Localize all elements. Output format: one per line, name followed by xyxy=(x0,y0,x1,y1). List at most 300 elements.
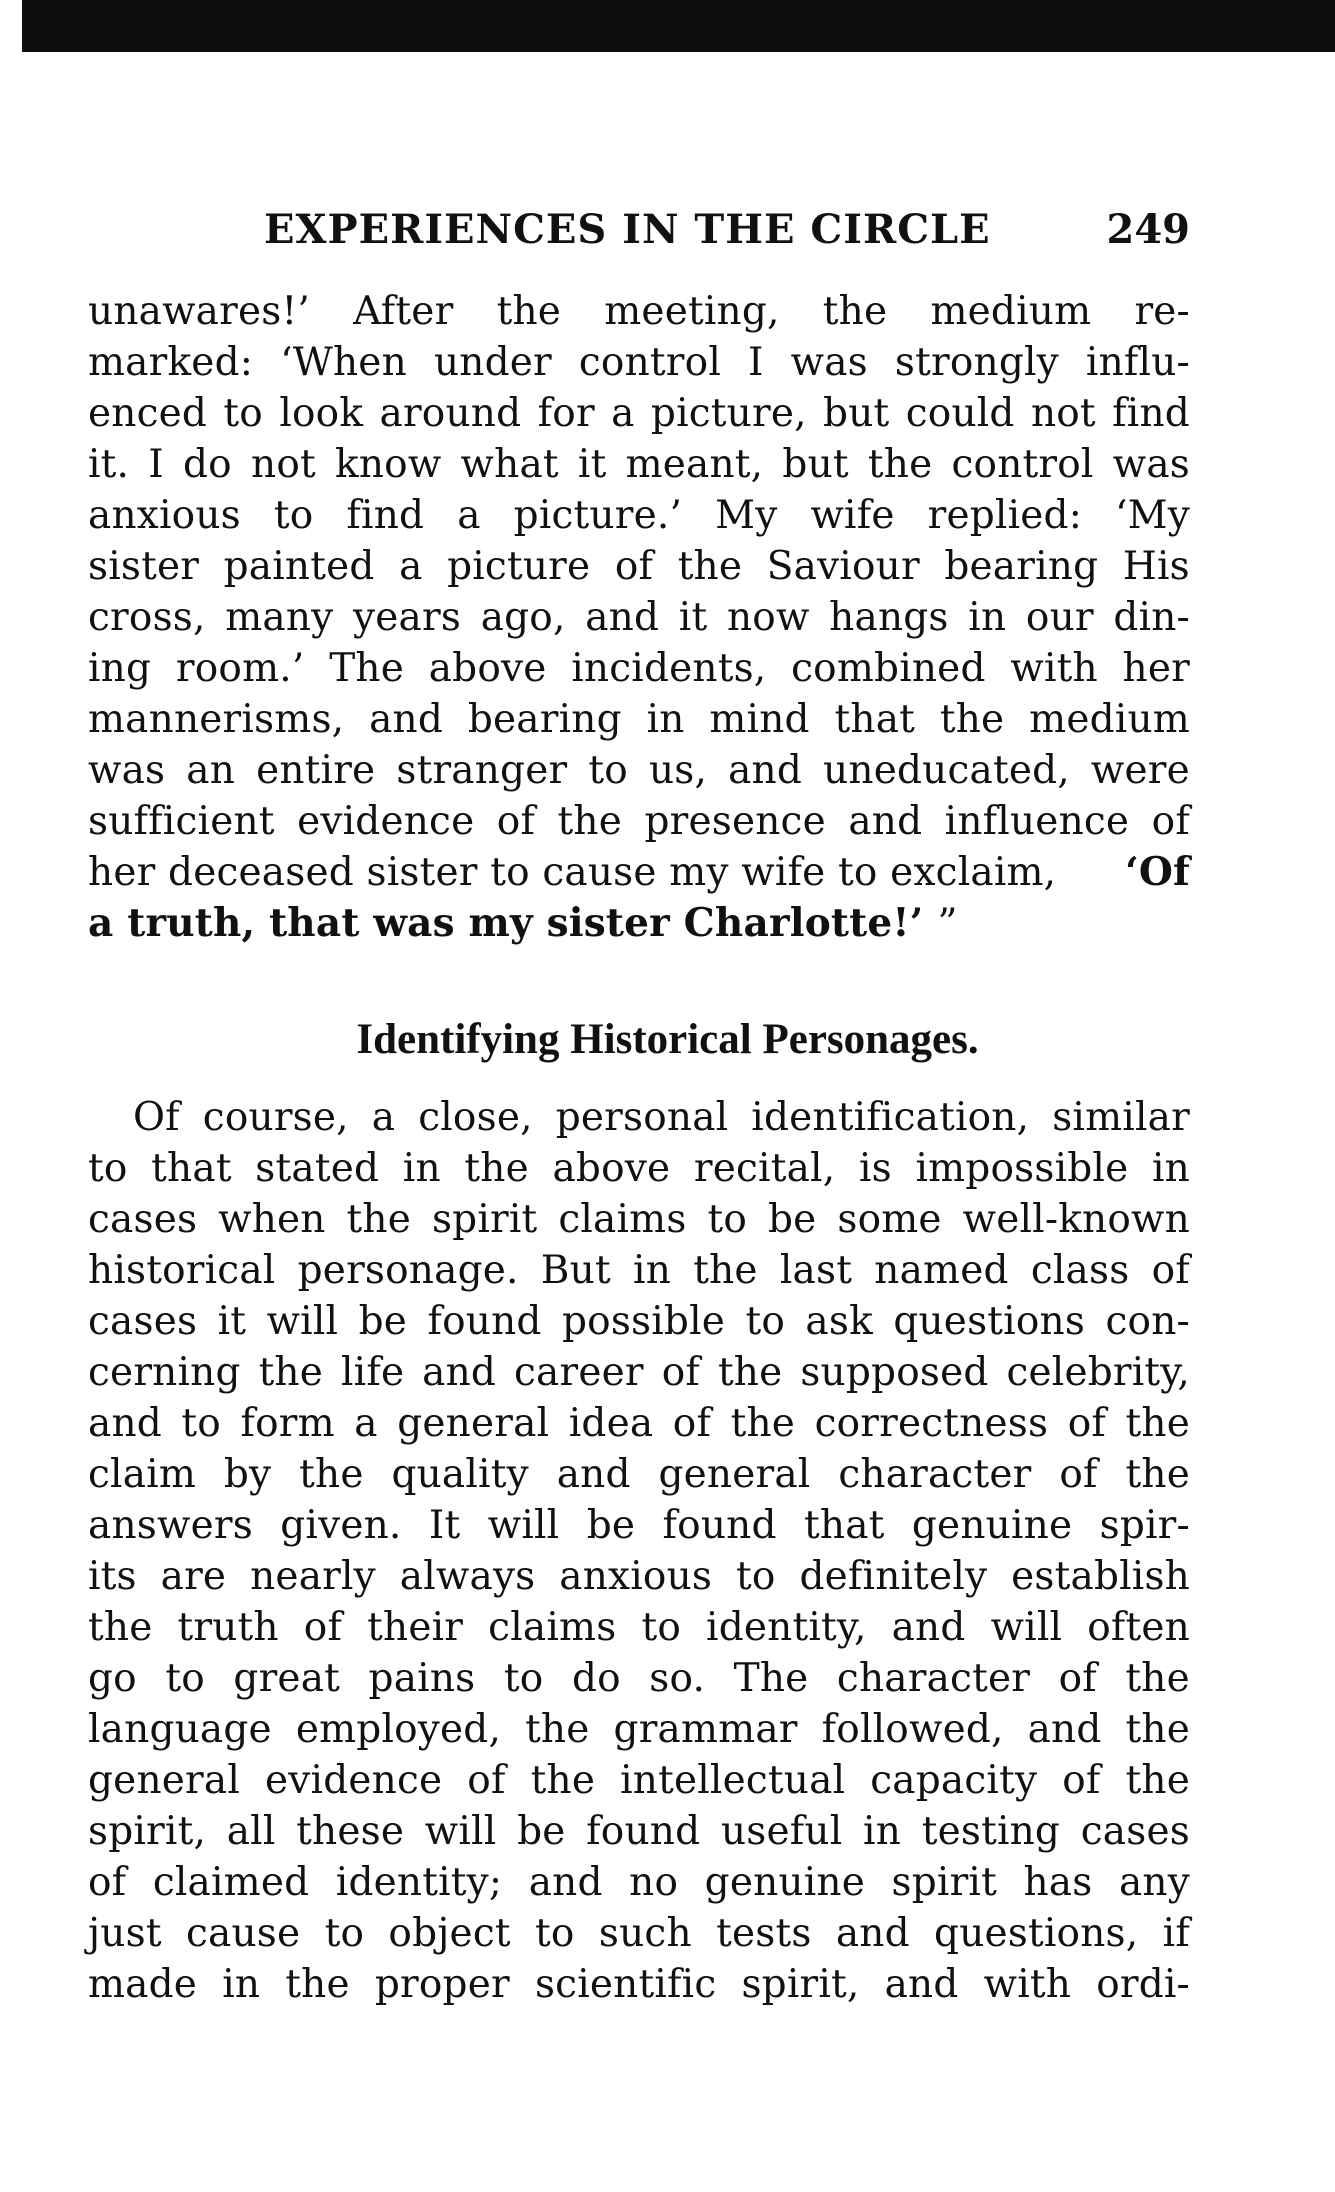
word: and xyxy=(556,1452,631,1497)
word: in xyxy=(863,1809,902,1854)
word: character xyxy=(838,1452,1032,1497)
word: meant, xyxy=(625,442,764,487)
word: to xyxy=(707,1197,748,1242)
word: will xyxy=(266,1299,339,1344)
word: control xyxy=(578,340,721,385)
word: evidence xyxy=(297,799,475,844)
word: that xyxy=(834,697,916,742)
word: My xyxy=(715,493,778,538)
text-line xyxy=(88,1551,1190,1602)
text-line xyxy=(88,898,1190,949)
word: a xyxy=(611,391,635,436)
word: anxious xyxy=(88,493,241,538)
word: the xyxy=(285,1962,350,2007)
word: of xyxy=(1058,1656,1097,1701)
word: claims xyxy=(558,1197,687,1242)
word: unawares!’ xyxy=(88,289,310,334)
text-line xyxy=(88,745,1190,796)
word: identity; xyxy=(335,1860,503,1905)
word: bearing xyxy=(944,544,1099,589)
word: impossible xyxy=(915,1146,1129,1191)
word: last xyxy=(779,1248,853,1293)
text-line xyxy=(88,1704,1190,1755)
text-line xyxy=(88,694,1190,745)
word: the xyxy=(258,1350,324,1395)
word: course, xyxy=(202,1095,349,1140)
word: painted xyxy=(223,544,375,589)
word: cases xyxy=(88,1197,198,1242)
text-line xyxy=(88,439,1190,490)
word: just xyxy=(88,1911,162,1956)
word: general xyxy=(397,1401,550,1446)
text-line xyxy=(88,1347,1190,1398)
word: above xyxy=(552,1146,671,1191)
text-line xyxy=(88,1806,1190,1857)
word: quality xyxy=(391,1452,529,1497)
word: of xyxy=(614,544,654,589)
word: influence xyxy=(944,799,1130,844)
word: and xyxy=(884,1962,959,2007)
word: possible xyxy=(561,1299,726,1344)
word: of xyxy=(467,1758,506,1803)
word: con- xyxy=(1105,1299,1190,1344)
word: useful xyxy=(720,1809,843,1854)
word: such xyxy=(598,1911,692,1956)
word: the xyxy=(1125,1452,1190,1497)
word: personal xyxy=(555,1095,729,1140)
word: and xyxy=(585,595,660,640)
word: I xyxy=(748,340,764,385)
word: object xyxy=(388,1911,511,1956)
word: find xyxy=(1112,391,1190,436)
word: picture, xyxy=(650,391,807,436)
word: of xyxy=(1059,1452,1098,1497)
word: in xyxy=(1151,1146,1190,1191)
word: and xyxy=(835,1911,910,1956)
word: the xyxy=(557,799,623,844)
word: the xyxy=(525,1707,590,1752)
word: often xyxy=(1087,1605,1190,1650)
word: identity, xyxy=(706,1605,867,1650)
word: a xyxy=(371,1095,396,1140)
word: will xyxy=(424,1809,497,1854)
text-line xyxy=(88,592,1190,643)
word: close, xyxy=(418,1095,533,1140)
word: not xyxy=(251,442,316,487)
word: to xyxy=(503,1656,544,1701)
word: hangs xyxy=(829,595,949,640)
text-line xyxy=(88,1755,1190,1806)
word: to xyxy=(273,493,314,538)
word: with xyxy=(1010,646,1098,691)
word: uneducated, xyxy=(823,748,1070,793)
page-number: 249 xyxy=(1106,206,1190,253)
word: cases xyxy=(88,1299,198,1344)
word: spirit xyxy=(891,1860,997,1905)
paragraph-1 xyxy=(88,286,1190,949)
bold-quote-start: ‘Of xyxy=(1125,849,1190,895)
word: of xyxy=(1062,1758,1101,1803)
word: wife xyxy=(810,493,895,538)
word: many xyxy=(225,595,334,640)
word: to xyxy=(745,1299,786,1344)
word: control xyxy=(951,442,1094,487)
closing-quote: ” xyxy=(937,901,958,946)
word: cases xyxy=(1080,1809,1190,1854)
word: their xyxy=(367,1605,464,1650)
word: cross, xyxy=(88,595,206,640)
word: the xyxy=(730,1401,796,1446)
word: tests xyxy=(716,1911,812,1956)
word: the xyxy=(939,697,1005,742)
word: it xyxy=(678,595,708,640)
word: The xyxy=(733,1656,809,1701)
word: and xyxy=(369,697,444,742)
word: in xyxy=(222,1962,261,2007)
word: proper xyxy=(374,1962,510,2007)
word: be xyxy=(517,1809,566,1854)
word: meeting, xyxy=(604,289,780,334)
word: Saviour xyxy=(766,544,920,589)
word: in xyxy=(633,1248,672,1293)
word: historical xyxy=(88,1248,276,1293)
word: medium xyxy=(1029,697,1190,742)
text-line xyxy=(88,1449,1190,1500)
text-line xyxy=(88,1602,1190,1653)
word: medium xyxy=(930,289,1092,334)
word: definitely xyxy=(799,1554,988,1599)
word: form xyxy=(240,1401,335,1446)
word: of xyxy=(672,1401,712,1446)
word: picture xyxy=(447,544,591,589)
word: claimed xyxy=(152,1860,310,1905)
word: so. xyxy=(649,1656,706,1701)
word: testing xyxy=(921,1809,1061,1854)
word: claim xyxy=(88,1452,197,1497)
text-line xyxy=(88,1194,1190,1245)
word: above xyxy=(428,646,547,691)
word: to xyxy=(165,1656,205,1701)
word: anxious xyxy=(559,1554,713,1599)
text-line xyxy=(88,337,1190,388)
word: great xyxy=(233,1656,341,1701)
text-line xyxy=(88,1653,1190,1704)
word: life xyxy=(340,1350,405,1395)
text-line xyxy=(88,388,1190,439)
text-line xyxy=(88,1908,1190,1959)
word: celebrity, xyxy=(1006,1350,1190,1395)
word: with xyxy=(983,1962,1072,2007)
word: and xyxy=(728,748,803,793)
word: the xyxy=(1125,1758,1190,1803)
word: to xyxy=(223,391,263,436)
word: for xyxy=(537,391,595,436)
word: Of xyxy=(133,1095,180,1140)
word: the xyxy=(464,1146,529,1191)
word: of xyxy=(496,799,536,844)
word: room.’ xyxy=(175,646,305,691)
word: claims xyxy=(488,1605,617,1650)
word: entire xyxy=(256,748,376,793)
word: of xyxy=(1067,1401,1107,1446)
text-line xyxy=(88,796,1190,847)
word: picture.’ xyxy=(513,493,683,538)
text-line xyxy=(88,1500,1190,1551)
word: ‘My xyxy=(1115,493,1190,538)
word: But xyxy=(540,1248,611,1293)
word: ask xyxy=(805,1299,873,1344)
word: bearing xyxy=(467,697,622,742)
word: spir- xyxy=(1099,1503,1190,1548)
word: din- xyxy=(1113,595,1190,640)
word: recital, xyxy=(693,1146,836,1191)
word: spirit, xyxy=(741,1962,860,2007)
word: that xyxy=(804,1503,885,1548)
word: followed, xyxy=(821,1707,1004,1752)
word: and xyxy=(891,1605,966,1650)
word: and xyxy=(848,799,923,844)
paragraph-2 xyxy=(88,1092,1190,2010)
word: ago, xyxy=(480,595,566,640)
word: and xyxy=(528,1860,603,1905)
word: ing xyxy=(88,646,152,691)
word: of xyxy=(661,1350,701,1395)
word: always xyxy=(399,1554,536,1599)
word: genuine xyxy=(911,1503,1073,1548)
word: class xyxy=(1030,1248,1130,1293)
word: employed, xyxy=(295,1707,502,1752)
word: cause xyxy=(185,1911,301,1956)
word: and xyxy=(88,1401,162,1446)
word: intellectual xyxy=(620,1758,846,1803)
word: replied: xyxy=(927,493,1083,538)
word: the xyxy=(822,289,888,334)
word: similar xyxy=(1052,1095,1190,1140)
word: all xyxy=(226,1809,276,1854)
word: genuine xyxy=(704,1860,866,1905)
word: but xyxy=(823,391,890,436)
text-line xyxy=(88,1398,1190,1449)
text-line xyxy=(88,847,1190,898)
word: of xyxy=(1151,1248,1190,1293)
word: incidents, xyxy=(571,646,767,691)
text-line xyxy=(88,286,1190,337)
word: spirit xyxy=(431,1197,538,1242)
word: made xyxy=(88,1962,198,2007)
word: be xyxy=(358,1299,408,1344)
word: do xyxy=(571,1656,621,1701)
top-border-bar xyxy=(22,0,1335,52)
word: to xyxy=(641,1605,682,1650)
word: to xyxy=(324,1911,365,1956)
word: The xyxy=(329,646,404,691)
word: the xyxy=(346,1197,412,1242)
word: know xyxy=(335,442,442,487)
word: will xyxy=(487,1503,560,1548)
word: a xyxy=(399,544,423,589)
word: grammar xyxy=(613,1707,798,1752)
word: His xyxy=(1122,544,1190,589)
word: personage. xyxy=(297,1248,519,1293)
word: was xyxy=(790,340,868,385)
word: questions xyxy=(893,1299,1086,1344)
word: its xyxy=(88,1554,137,1599)
word: scientific xyxy=(534,1962,717,2007)
word: I xyxy=(148,442,164,487)
word: but xyxy=(782,442,849,487)
word: were xyxy=(1090,748,1190,793)
word: correctness xyxy=(814,1401,1049,1446)
word: influ- xyxy=(1085,340,1190,385)
word: find xyxy=(346,493,425,538)
section-heading: Identifying Historical Personages. xyxy=(356,1016,979,1063)
word: look xyxy=(279,391,364,436)
word: spirit, xyxy=(88,1809,207,1854)
word: the xyxy=(1125,1656,1190,1701)
text-line xyxy=(88,1296,1190,1347)
word: an xyxy=(186,748,236,793)
text-line xyxy=(88,490,1190,541)
text-line xyxy=(88,541,1190,592)
word: to xyxy=(88,1146,128,1191)
word: the xyxy=(1125,1707,1190,1752)
word: the xyxy=(530,1758,596,1803)
word: what xyxy=(460,442,559,487)
word: idea xyxy=(568,1401,654,1446)
text-line xyxy=(88,1143,1190,1194)
word: found xyxy=(662,1503,777,1548)
word: under xyxy=(433,340,552,385)
word: cerning xyxy=(88,1350,241,1395)
word: around xyxy=(379,391,522,436)
word: stated xyxy=(255,1146,380,1191)
word: that xyxy=(151,1146,232,1191)
word: to xyxy=(588,748,628,793)
word: found xyxy=(586,1809,701,1854)
text-line xyxy=(88,1959,1190,2010)
word: now xyxy=(726,595,810,640)
word: it. xyxy=(88,442,130,487)
word: ‘When xyxy=(280,340,407,385)
bold-quote: a truth, that was my sister Charlotte!’ xyxy=(88,900,924,946)
word: answers xyxy=(88,1503,253,1548)
word: a xyxy=(457,493,481,538)
word: the xyxy=(867,442,933,487)
text-line xyxy=(88,1857,1190,1908)
word: general xyxy=(658,1452,811,1497)
word: a xyxy=(354,1401,378,1446)
word: named xyxy=(874,1248,1009,1293)
word: questions, xyxy=(934,1911,1139,1956)
word: of xyxy=(88,1860,127,1905)
word: was xyxy=(1112,442,1190,487)
word: to xyxy=(181,1401,221,1446)
word: nearly xyxy=(250,1554,376,1599)
word: evidence xyxy=(265,1758,443,1803)
word: our xyxy=(1025,595,1094,640)
word: the xyxy=(677,544,743,589)
word: identification, xyxy=(751,1095,1030,1140)
word: ordi- xyxy=(1096,1962,1190,2007)
word: some xyxy=(837,1197,942,1242)
word: it xyxy=(577,442,607,487)
word: no xyxy=(629,1860,679,1905)
word: the xyxy=(88,1605,153,1650)
word: It xyxy=(428,1503,461,1548)
word: when xyxy=(218,1197,326,1242)
word: to xyxy=(535,1911,575,1956)
word: be xyxy=(586,1503,636,1548)
word: these xyxy=(296,1809,405,1854)
word: character xyxy=(836,1656,1031,1701)
word: truth xyxy=(177,1605,279,1650)
word: years xyxy=(353,595,462,640)
word: presence xyxy=(644,799,826,844)
word: not xyxy=(1030,391,1096,436)
text-line xyxy=(88,1092,1190,1143)
word: well-known xyxy=(962,1197,1190,1242)
word: has xyxy=(1023,1860,1093,1905)
word: is xyxy=(858,1146,892,1191)
word: in xyxy=(968,595,1007,640)
word: language xyxy=(88,1707,272,1752)
running-head xyxy=(88,200,1190,260)
word: in xyxy=(646,697,685,742)
word: combined xyxy=(791,646,986,691)
text-line xyxy=(88,1245,1190,1296)
word: was xyxy=(88,748,166,793)
word: it xyxy=(217,1299,247,1344)
word: the xyxy=(693,1248,758,1293)
word: any xyxy=(1118,1860,1190,1905)
word: stranger xyxy=(396,748,568,793)
word: establish xyxy=(1011,1554,1190,1599)
word: the xyxy=(299,1452,364,1497)
word: the xyxy=(717,1350,783,1395)
word: do xyxy=(183,442,232,487)
word: given. xyxy=(280,1503,402,1548)
word: re- xyxy=(1134,289,1190,334)
word: sufficient xyxy=(88,799,275,844)
word: are xyxy=(160,1554,227,1599)
word: the xyxy=(1125,1401,1190,1446)
text-line xyxy=(88,643,1190,694)
word: strongly xyxy=(894,340,1059,385)
word: could xyxy=(905,391,1015,436)
word: by xyxy=(223,1452,272,1497)
word: of xyxy=(303,1605,343,1650)
word: will xyxy=(990,1605,1063,1650)
word: sister xyxy=(88,544,200,589)
word: found xyxy=(427,1299,542,1344)
word: in xyxy=(402,1146,441,1191)
word: if xyxy=(1162,1911,1190,1956)
word: pains xyxy=(368,1656,476,1701)
word: capacity xyxy=(870,1758,1038,1803)
word: mannerisms, xyxy=(88,697,345,742)
word: the xyxy=(496,289,562,334)
word: us, xyxy=(648,748,708,793)
word: supposed xyxy=(800,1350,989,1395)
word: and xyxy=(422,1350,497,1395)
word: mind xyxy=(709,697,810,742)
line-text: her deceased sister to cause my wife to exclaim, xyxy=(88,850,1057,895)
word: her xyxy=(1122,646,1190,691)
word: to xyxy=(736,1554,776,1599)
word: and xyxy=(1027,1707,1102,1752)
word: career xyxy=(514,1350,644,1395)
word: be xyxy=(767,1197,817,1242)
